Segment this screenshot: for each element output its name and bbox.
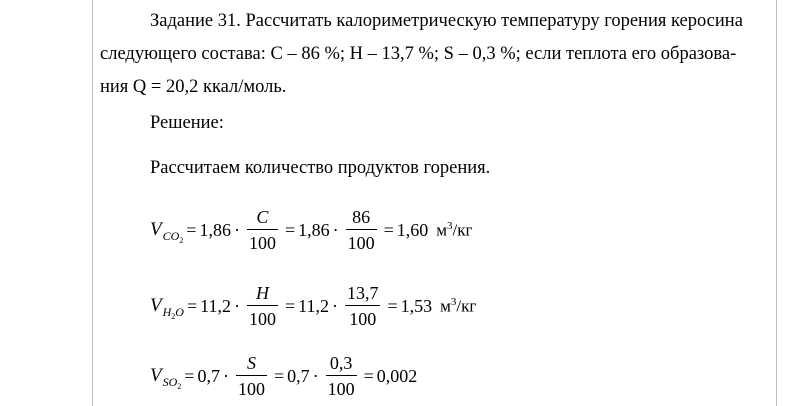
left-page-border	[92, 0, 93, 406]
equals-sign: =	[363, 365, 374, 386]
equals-sign: =	[284, 219, 296, 240]
task-line-1: Задание 31. Рассчитать калориметрическую температуру горения керосина	[150, 11, 743, 31]
result-value: 1,60	[396, 219, 429, 240]
coefficient: 0,7	[287, 365, 310, 386]
unit: $м^3/кг$	[436, 219, 473, 240]
fraction-numeric: $\frac{86}{100}$	[347, 207, 375, 253]
equals-sign: =	[186, 219, 197, 240]
multiply-dot: ·	[331, 295, 338, 316]
coefficient: 1,86	[199, 219, 231, 240]
formula-variable: V $H_2O$	[150, 295, 184, 321]
multiply-dot: ·	[312, 365, 319, 386]
fraction-numeric: $\frac{13,7}{100}$	[346, 283, 379, 329]
equals-sign: =	[387, 295, 398, 316]
formula-vh2o	[150, 283, 476, 329]
equals-sign: =	[273, 365, 285, 386]
calc-intro-text: Рассчитаем количество продуктов горения.	[150, 158, 491, 178]
right-page-border	[776, 0, 777, 406]
task-line-3: ния Q = 20,2 ккал/моль.	[100, 77, 287, 97]
multiply-dot: ·	[222, 365, 229, 386]
formula-variable: V $CO_2$	[150, 219, 184, 245]
equals-sign: =	[186, 295, 198, 316]
fraction-symbolic: $\frac{H}{100}$	[248, 283, 276, 329]
fraction-symbolic: $\frac{S}{100}$	[237, 353, 265, 399]
result-value: 1,53	[400, 295, 433, 316]
equals-sign: =	[284, 295, 296, 316]
task-paragraph	[100, 5, 760, 104]
coefficient: 0,7	[197, 365, 220, 386]
formula-vso2	[150, 353, 417, 399]
result-value: 0,002	[376, 365, 418, 386]
coefficient: 1,86	[298, 219, 330, 240]
multiply-dot: ·	[332, 219, 339, 240]
task-line-2: следующего состава: С – 86 %; Н – 13,7 %; S – 0,3 %; если теплота его образова-	[100, 44, 737, 64]
equals-sign: =	[383, 219, 394, 240]
formula-vco2	[150, 207, 472, 253]
fraction-numeric: $\frac{0,3}{100}$	[327, 353, 355, 399]
multiply-dot: ·	[233, 295, 240, 316]
equals-sign: =	[184, 365, 195, 386]
coefficient: 11,2	[200, 295, 231, 316]
coefficient: 11,2	[298, 295, 329, 316]
solution-label: Решение:	[150, 113, 224, 133]
formula-variable: V $SO_2$	[150, 365, 182, 391]
unit: $м^3/кг$	[440, 295, 477, 316]
multiply-dot: ·	[233, 219, 240, 240]
fraction-symbolic: $\frac{C}{100}$	[248, 207, 276, 253]
